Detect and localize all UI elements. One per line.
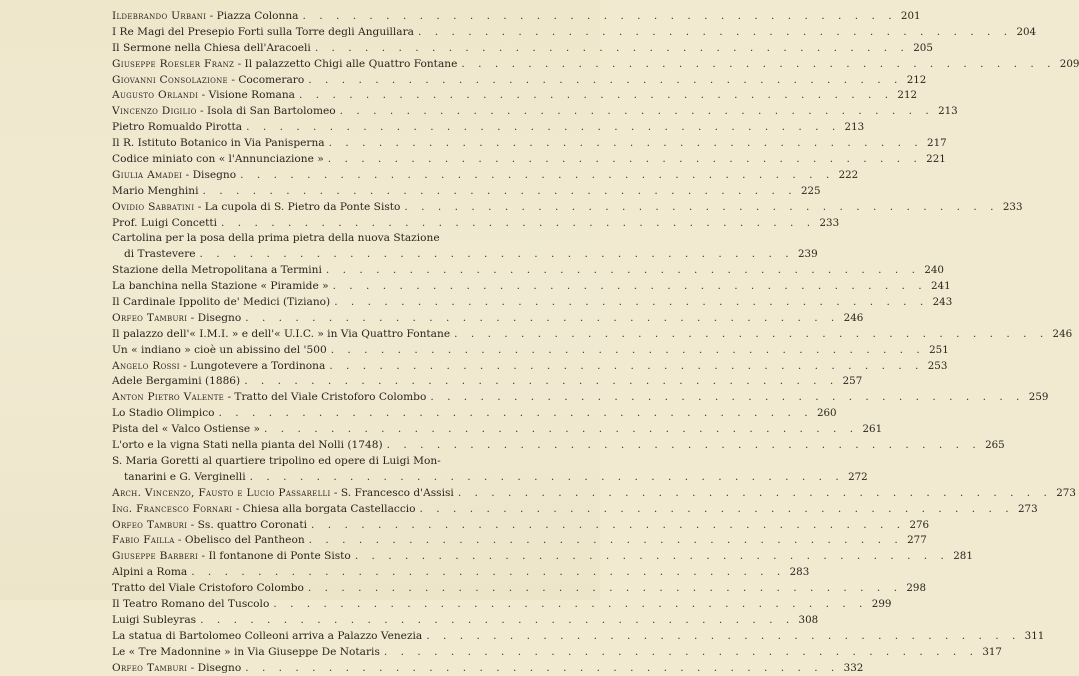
toc-entry <box>112 136 947 152</box>
entry-author: Vincenzo Digilio <box>112 105 197 118</box>
toc-entry-text <box>112 565 187 581</box>
entry-page-number: 317 <box>982 645 1002 658</box>
dot-leader: . . . . . . . . . . . . . . . . . . . . . . . . . . . . . . . . . . . . <box>386 439 981 452</box>
toc-entry-text <box>112 41 311 57</box>
toc-entry-text <box>112 216 217 232</box>
toc-entry <box>112 422 883 438</box>
entry-author: Orfeo Tamburi <box>112 661 188 674</box>
dot-leader: . . . . . . . . . . . . . . . . . . . . . . . . . . . . . . . . . . . . <box>199 248 794 261</box>
toc-entry <box>112 613 819 629</box>
toc-entry-text <box>112 661 241 676</box>
toc-entry <box>112 9 921 25</box>
toc-entry-text <box>112 120 242 136</box>
entry-title: Adele Bergamini (1886) <box>112 375 241 388</box>
toc-entry-text <box>112 502 416 518</box>
author-separator: - <box>174 534 185 547</box>
dot-leader: . . . . . . . . . . . . . . . . . . . . . . . . . . . . . . . . . . . . <box>454 327 1049 340</box>
dot-leader: . . . . . . . . . . . . . . . . . . . . . . . . . . . . . . . . . . . . <box>461 57 1056 70</box>
dot-leader: . . . . . . . . . . . . . . . . . . . . . . . . . . . . . . . . . . . . <box>419 502 1014 515</box>
toc-entry-text <box>112 279 329 295</box>
entry-author: Ing. Francesco Fornari <box>112 502 233 515</box>
author-separator: - <box>232 502 243 515</box>
entry-title: Disegno <box>197 311 242 324</box>
entry-title: Chiesa alla borgata Castellaccio <box>242 502 416 515</box>
entry-author: Orfeo Tamburi <box>112 518 188 531</box>
dot-leader: . . . . . . . . . . . . . . . . . . . . . . . . . . . . . . . . . . . . <box>202 184 797 197</box>
entry-author: Giovanni Consolazione <box>112 73 228 86</box>
entry-page-number: 251 <box>929 343 949 356</box>
toc-entry-text <box>112 533 305 549</box>
toc-entry-text <box>112 486 454 502</box>
toc-entry-text <box>112 104 336 120</box>
entry-title: Il Sermone nella Chiesa dell'Aracoeli <box>112 41 311 54</box>
dot-leader: . . . . . . . . . . . . . . . . . . . . . . . . . . . . . . . . . . . . <box>273 597 868 610</box>
entry-page-number: 201 <box>900 10 921 22</box>
toc-entry-text <box>112 73 304 89</box>
entry-page-number: 213 <box>938 105 958 118</box>
entry-title: Il palazzo dell'« I.M.I. » e dell'« U.I.C. » in Via Quattro Fontane <box>112 327 451 340</box>
toc-entry <box>112 581 926 597</box>
dot-leader: . . . . . . . . . . . . . . . . . . . . . . . . . . . . . . . . . . . . <box>307 582 902 595</box>
dot-leader: . . . . . . . . . . . . . . . . . . . . . . . . . . . . . . . . . . . . <box>457 486 1052 499</box>
toc-entry <box>112 597 892 613</box>
entry-title: Le « Tre Madonnine » in Via Giuseppe De Notaris <box>112 645 380 658</box>
toc-entry <box>112 327 1073 343</box>
toc-entry-text <box>112 454 441 470</box>
toc-entry-text <box>112 295 330 311</box>
dot-leader: . . . . . . . . . . . . . . . . . . . . . . . . . . . . . . . . . . . . <box>329 359 924 372</box>
entry-title: Piazza Colonna <box>216 10 299 22</box>
entry-title: Lungotevere a Tordinona <box>190 359 326 372</box>
entry-title: Cartolina per la posa della prima pietra della nuova Stazione <box>112 232 440 245</box>
toc-entry-text <box>112 390 426 406</box>
entry-title: S. Francesco d'Assisi <box>340 486 454 499</box>
toc-entry <box>112 549 973 565</box>
dot-leader: . . . . . . . . . . . . . . . . . . . . . . . . . . . . . . . . . . . . <box>314 41 909 54</box>
toc-entry <box>112 486 1076 502</box>
entry-author: Giuseppe Roesler Franz <box>112 57 235 70</box>
entry-page-number: 260 <box>816 407 837 420</box>
dot-leader: . . . . . . . . . . . . . . . . . . . . . . . . . . . . . . . . . . . . <box>311 518 906 531</box>
author-separator: - <box>194 200 205 213</box>
entry-page-number: 311 <box>1024 629 1045 642</box>
toc-entry <box>112 279 951 295</box>
dot-leader: . . . . . . . . . . . . . . . . . . . . . . . . . . . . . . . . . . . . <box>245 311 840 324</box>
entry-page-number: 283 <box>789 566 810 579</box>
toc-entry <box>112 295 953 311</box>
toc-entry <box>112 406 837 422</box>
toc-entry-text <box>112 247 196 263</box>
toc-entry-text <box>112 581 304 597</box>
dot-leader: . . . . . . . . . . . . . . . . . . . . . . . . . . . . . . . . . . . . <box>191 566 786 579</box>
entry-author: Augusto Orlandi <box>112 89 199 102</box>
dot-leader: . . . . . . . . . . . . . . . . . . . . . . . . . . . . . . . . . . . . <box>200 613 795 626</box>
entry-title: Il Teatro Romano del Tuscolo <box>112 597 270 610</box>
entry-author: Ovidio Sabbatini <box>112 200 195 213</box>
toc-entry <box>112 200 1023 216</box>
toc-entry <box>112 374 863 390</box>
entry-page-number: 308 <box>798 613 819 626</box>
toc-entry <box>112 438 1005 454</box>
dot-leader: . . . . . . . . . . . . . . . . . . . . . . . . . . . . . . . . . . . . <box>328 137 923 150</box>
entry-title: Luigi Subleyras <box>112 613 197 626</box>
entry-page-number: 233 <box>1002 200 1023 213</box>
entry-page-number: 205 <box>913 41 933 54</box>
entry-title: tanarini e G. Verginelli <box>124 470 246 483</box>
author-separator: - <box>182 168 193 181</box>
dot-leader: . . . . . . . . . . . . . . . . . . . . . . . . . . . . . . . . . . . . <box>218 407 813 420</box>
entry-page-number: 332 <box>843 661 864 674</box>
toc-entry-text <box>112 168 236 184</box>
toc-entry <box>112 390 1049 406</box>
entry-title: Pista del « Valco Ostiense » <box>112 423 261 436</box>
toc-entry-text <box>112 470 246 486</box>
entry-page-number: 265 <box>985 439 1005 452</box>
toc-entry <box>112 104 958 120</box>
entry-page-number: 259 <box>1028 391 1049 404</box>
toc-entry <box>112 152 946 168</box>
toc-entry-text <box>112 613 196 629</box>
entry-title: Mario Menghini <box>112 184 199 197</box>
dot-leader: . . . . . . . . . . . . . . . . . . . . . . . . . . . . . . . . . . . . <box>339 105 934 118</box>
dot-leader: . . . . . . . . . . . . . . . . . . . . . . . . . . . . . . . . . . . . <box>426 629 1021 642</box>
entry-page-number: 272 <box>848 470 868 483</box>
entry-author: Giuseppe Barberi <box>112 550 199 563</box>
entry-page-number: 225 <box>800 184 821 197</box>
toc-entry-text <box>112 597 269 613</box>
toc-entry <box>112 565 810 581</box>
entry-title: di Trastevere <box>124 248 196 261</box>
entry-page-number: 246 <box>1052 327 1073 340</box>
dot-leader: . . . . . . . . . . . . . . . . . . . . . . . . . . . . . . . . . . . . <box>245 661 840 674</box>
entry-author: Arch. Vincenzo, Fausto e Lucio Passarelli <box>112 486 331 499</box>
entry-page-number: 204 <box>1016 25 1037 38</box>
author-separator: - <box>187 518 198 531</box>
toc-entry <box>112 502 1038 518</box>
dot-leader: . . . . . . . . . . . . . . . . . . . . . . . . . . . . . . . . . . . . <box>325 264 920 277</box>
toc-entry <box>112 41 933 57</box>
entry-page-number: 221 <box>926 153 946 166</box>
toc-entry <box>112 73 927 89</box>
entry-title: Tratto del Viale Cristoforo Colombo <box>112 582 304 595</box>
toc-entry-text <box>112 311 241 327</box>
entry-author: Fabio Failla <box>112 534 175 547</box>
entry-title: Cocomeraro <box>238 73 305 86</box>
entry-title: Obelisco del Pantheon <box>184 534 305 547</box>
entry-page-number: 298 <box>906 582 926 595</box>
toc-entry-text <box>112 57 457 73</box>
toc-entry-text <box>112 152 324 168</box>
entry-title: La banchina nella Stazione « Piramide » <box>112 280 329 293</box>
entry-title: Ss. quattro Coronati <box>197 518 308 531</box>
author-separator: - <box>196 105 207 118</box>
toc-entry <box>112 629 1045 645</box>
toc-entry-text <box>112 629 422 645</box>
author-separator: - <box>206 10 217 22</box>
entry-page-number: 257 <box>842 375 863 388</box>
toc-entry <box>112 247 818 263</box>
entry-page-number: 246 <box>843 311 864 324</box>
toc-entry-text <box>112 406 215 422</box>
toc-entry-text <box>112 518 307 534</box>
toc-entry <box>112 88 918 104</box>
toc-entry-text <box>112 231 440 247</box>
entry-title: Prof. Luigi Concetti <box>112 216 218 229</box>
author-separator: - <box>187 661 198 674</box>
toc-entry-text <box>112 263 322 279</box>
entry-author: Anton Pietro Valente <box>112 391 225 404</box>
entry-author: Angelo Rossi <box>112 359 180 372</box>
entry-page-number: 273 <box>1056 486 1076 499</box>
entry-title: I Re Magi del Presepio Forti sulla Torre degli Anguillara <box>112 25 414 38</box>
dot-leader: . . . . . . . . . . . . . . . . . . . . . . . . . . . . . . . . . . . . <box>308 73 903 86</box>
toc-entry <box>112 518 930 534</box>
toc-entry-text <box>112 343 327 359</box>
toc-entry <box>112 533 927 549</box>
toc-entry-text <box>112 9 298 25</box>
entry-title: Codice miniato con « l'Annunciazione » <box>112 153 324 166</box>
entry-title: Il fontanone di Ponte Sisto <box>208 550 351 563</box>
entry-title: Isola di San Bartolomeo <box>207 105 336 118</box>
table-of-contents <box>112 9 1079 676</box>
entry-page-number: 233 <box>819 216 840 229</box>
entry-page-number: 209 <box>1059 57 1079 70</box>
entry-title: Un « indiano » cioè un abissino del '500 <box>112 343 327 356</box>
dot-leader: . . . . . . . . . . . . . . . . . . . . . . . . . . . . . . . . . . . . <box>332 280 927 293</box>
toc-entry-text <box>112 200 400 216</box>
toc-entry <box>112 184 821 200</box>
author-separator: - <box>227 73 239 86</box>
author-separator: - <box>198 89 209 102</box>
entry-title: La statua di Bartolomeo Colleoni arriva a Palazzo Venezia <box>112 629 423 642</box>
toc-entry <box>112 216 840 232</box>
entry-page-number: 222 <box>838 168 859 181</box>
dot-leader: . . . . . . . . . . . . . . . . . . . . . . . . . . . . . . . . . . . . <box>354 550 949 563</box>
entry-title: Disegno <box>192 168 237 181</box>
dot-leader: . . . . . . . . . . . . . . . . . . . . . . . . . . . . . . . . . . . . <box>244 375 839 388</box>
entry-page-number: 276 <box>909 518 930 531</box>
entry-page-number: 253 <box>927 359 948 372</box>
author-separator: - <box>179 359 191 372</box>
entry-title: Il Cardinale Ippolito de' Medici (Tiziano) <box>112 296 331 309</box>
entry-title: Lo Stadio Olimpico <box>112 407 215 420</box>
toc-entry <box>112 120 865 136</box>
dot-leader: . . . . . . . . . . . . . . . . . . . . . . . . . . . . . . . . . . . . <box>221 216 816 229</box>
toc-entry-text <box>112 374 240 390</box>
dot-leader: . . . . . . . . . . . . . . . . . . . . . . . . . . . . . . . . . . . . <box>302 10 897 22</box>
toc-entry <box>112 25 1037 41</box>
entry-title: S. Maria Goretti al quartiere tripolino ed opere di Luigi Mon- <box>112 454 441 467</box>
toc-entry <box>112 231 486 247</box>
entry-title: La cupola di S. Pietro da Ponte Sisto <box>204 200 401 213</box>
entry-title: Il palazzetto Chigi alle Quattro Fontane <box>244 57 458 70</box>
toc-entry <box>112 263 944 279</box>
dot-leader: . . . . . . . . . . . . . . . . . . . . . . . . . . . . . . . . . . . . <box>383 645 978 658</box>
dot-leader: . . . . . . . . . . . . . . . . . . . . . . . . . . . . . . . . . . . . <box>404 200 999 213</box>
dot-leader: . . . . . . . . . . . . . . . . . . . . . . . . . . . . . . . . . . . . <box>298 89 894 102</box>
dot-leader: . . . . . . . . . . . . . . . . . . . . . . . . . . . . . . . . . . . . <box>264 423 859 436</box>
toc-entry <box>112 470 868 486</box>
toc-entry <box>112 454 486 470</box>
dot-leader: . . . . . . . . . . . . . . . . . . . . . . . . . . . . . . . . . . . . <box>330 343 925 356</box>
entry-author: Giulia Amadei <box>112 168 183 181</box>
dot-leader: . . . . . . . . . . . . . . . . . . . . . . . . . . . . . . . . . . . . <box>327 153 922 166</box>
entry-author: Ildebrando Urbani <box>112 10 207 22</box>
entry-page-number: 217 <box>927 137 947 150</box>
toc-entry <box>112 661 864 676</box>
entry-title: L'orto e la vigna Stati nella pianta del Nolli (1748) <box>112 439 383 452</box>
dot-leader: . . . . . . . . . . . . . . . . . . . . . . . . . . . . . . . . . . . . <box>240 168 835 181</box>
entry-title: Tratto del Viale Cristoforo Colombo <box>234 391 427 404</box>
author-separator: - <box>187 311 198 324</box>
dot-leader: . . . . . . . . . . . . . . . . . . . . . . . . . . . . . . . . . . . . <box>246 121 841 134</box>
entry-page-number: 239 <box>797 248 818 261</box>
entry-page-number: 299 <box>871 597 892 610</box>
author-separator: - <box>198 550 209 563</box>
toc-entry-text <box>112 438 383 454</box>
dot-leader: . . . . . . . . . . . . . . . . . . . . . . . . . . . . . . . . . . . . <box>308 534 903 547</box>
author-separator: - <box>224 391 235 404</box>
toc-entry-text <box>112 422 260 438</box>
entry-page-number: 281 <box>953 550 973 563</box>
entry-title: Il R. Istituto Botanico in Via Panisperna <box>112 137 325 150</box>
dot-leader: . . . . . . . . . . . . . . . . . . . . . . . . . . . . . . . . . . . . <box>418 25 1013 38</box>
dot-leader: . . . . . . . . . . . . . . . . . . . . . . . . . . . . . . . . . . . . <box>334 296 929 309</box>
entry-title: Alpini a Roma <box>112 566 188 579</box>
toc-entry <box>112 168 859 184</box>
entry-title: Visione Romana <box>208 89 295 102</box>
entry-page-number: 277 <box>907 534 927 547</box>
author-separator: - <box>330 486 341 499</box>
entry-page-number: 212 <box>906 73 927 86</box>
entry-title: Stazione della Metropolitana a Termini <box>112 264 322 277</box>
toc-entry-text <box>112 549 351 565</box>
entry-title: Disegno <box>197 661 242 674</box>
entry-page-number: 240 <box>924 264 944 277</box>
dot-leader: . . . . . . . . . . . . . . . . . . . . . . . . . . . . . . . . . . . . <box>430 391 1025 404</box>
entry-page-number: 261 <box>862 423 883 436</box>
entry-page-number: 212 <box>897 89 918 102</box>
entry-author: Orfeo Tamburi <box>112 311 188 324</box>
toc-entry <box>112 359 948 375</box>
entry-page-number: 241 <box>931 280 951 293</box>
toc-entry-text <box>112 25 414 41</box>
entry-page-number: 273 <box>1017 502 1038 515</box>
toc-entry <box>112 343 949 359</box>
toc-entry-text <box>112 645 380 661</box>
toc-entry-text <box>112 88 295 104</box>
entry-page-number: 213 <box>844 121 865 134</box>
toc-entry <box>112 57 1079 73</box>
toc-entry-text <box>112 327 450 343</box>
toc-entry <box>112 645 1002 661</box>
entry-page-number: 243 <box>932 296 953 309</box>
dot-leader: . . . . . . . . . . . . . . . . . . . . . . . . . . . . . . . . . . . . <box>249 470 844 483</box>
toc-entry-text <box>112 359 325 375</box>
entry-title: Pietro Romualdo Pirotta <box>112 121 243 134</box>
toc-entry-text <box>112 136 325 152</box>
toc-entry-text <box>112 184 199 200</box>
toc-entry <box>112 311 864 327</box>
author-separator: - <box>234 57 245 70</box>
